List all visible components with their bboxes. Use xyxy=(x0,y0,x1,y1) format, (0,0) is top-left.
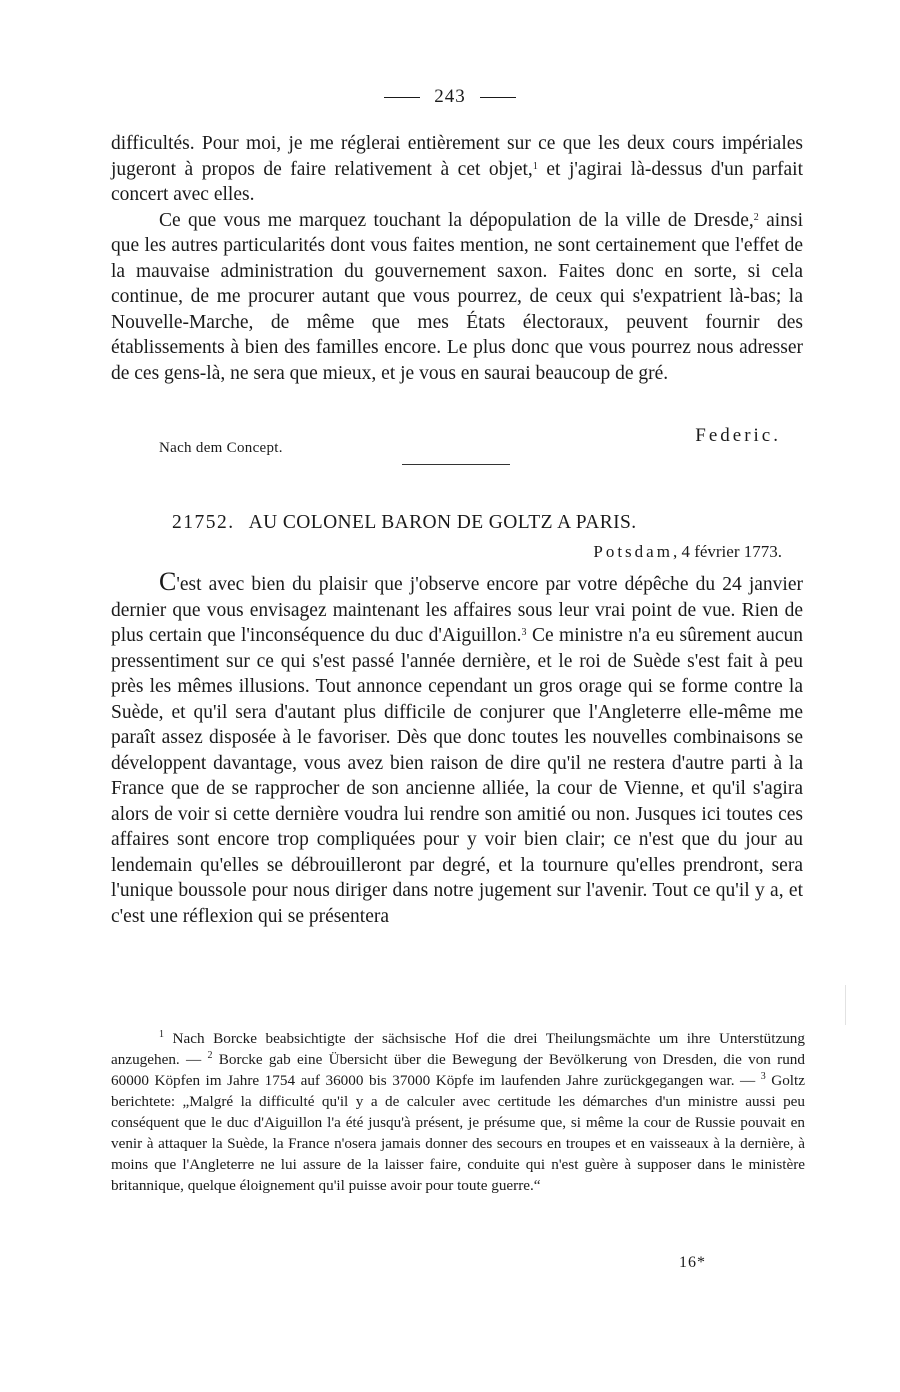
paragraph-1-text: difficultés. Pour moi, je me réglerai entièrement sur ce que les deux cours impériales jugeront à propos de faire relativement à cet objet, xyxy=(111,133,803,180)
printer-signature-mark: 16* xyxy=(679,1254,706,1271)
closing-row xyxy=(111,410,803,460)
footnote-3: Goltz berichtete: „Malgré la difficulté qu'il y a de calculer avec certitude les démarches d'un ministre aussi peu conséquent que le duc d'Aiguillon l'a été jusqu'à présent, je présume que, si même la cour de Russie pouvait en venir à attaquer la Suède, la France n'osera jamais donner des secours en troupes et en vaisseaux à la dernière, à moins que l'Angleterre ne lui assure de la laisser faire, conduite qui n'est guère à supposer dans le ministère britannique, quelque éloignement qu'il puisse avoir pour toute guerre.“ xyxy=(111,1072,805,1194)
paragraph-1-tail: et j'agirai là-dessus d'un parfait concert avec elles. xyxy=(111,158,804,205)
footnote-3-mark: 3 xyxy=(760,1071,766,1082)
footnote-1-mark: 1 xyxy=(159,1029,164,1040)
page-number: 243 xyxy=(434,86,466,107)
dateline-place: Potsdam xyxy=(593,542,673,561)
source-note: Nach dem Concept. xyxy=(159,440,283,456)
footnote-ref-3: 3 xyxy=(521,627,527,638)
footnotes xyxy=(111,1028,805,1196)
footnote-block xyxy=(111,1028,805,1196)
footnote-ref-1: 1 xyxy=(532,160,538,172)
letter-title: AU COLONEL BARON DE GOLTZ A PARIS. xyxy=(248,512,637,533)
dateline-date: , 4 février 1773. xyxy=(672,542,782,561)
letter-heading xyxy=(172,512,637,534)
header-dash-left xyxy=(384,97,420,98)
drop-cap: C xyxy=(159,567,177,596)
letter-body xyxy=(111,569,803,929)
header-dash-right xyxy=(480,97,516,98)
paragraph-2-text-a: Ce que vous me marquez touchant la dépopulation de la ville de Dresde, xyxy=(159,209,754,231)
paragraph-1 xyxy=(111,131,803,208)
letter-text-a: 'est avec bien du plaisir que j'observe encore par votre dépêche du 24 janvier dernier que vous envisagez maintenant les affaires sous leur vrai point de vue. Rien de plus certain que l'inconséquence du duc d'Aiguillon. xyxy=(111,574,803,646)
paragraph-2 xyxy=(111,208,803,387)
footnote-2-mark: 2 xyxy=(207,1050,213,1061)
letter-paragraph xyxy=(111,569,803,929)
footnote-ref-2: 2 xyxy=(753,211,759,223)
letter-continuation xyxy=(111,131,803,386)
letter-number: 21752. xyxy=(172,512,235,533)
letter-text-b: Ce ministre n'a eu sûrement aucun pressentiment sur ce qui s'est passé l'année dernière, et le roi de Suède s'est fait à peu près les mêmes illusions. Tout annonce cependant un gros orage qui se forme contre la Suède, et qu'il sera d'autant plus difficile de conjurer que l'Angleterre elle-même me paraît assez disposée à le favoriser. Dès que donc toutes les nouvelles combinaisons se développent davantage, vous avez bien raison de dire qu'il ne restera d'autre parti à la France que de se rapprocher de son ancienne alliée, la cour de Vienne, et qu'il s'agira alors de voir si cette dernière voudra lui rendre son amitié ou non. Jusques ici toutes ces affaires sont encore trop compliquées pour y voir bien clair; ce n'est que du jour au lendemain qu'elles se débrouilleront par degré, et la tournure qu'elles prendront, sera l'unique boussole pour nous diriger dans notre jugement sur l'avenir. Tout ce qu'il y a, et c'est une réflexion qui se présentera xyxy=(111,625,803,927)
signature: Federic. xyxy=(695,425,781,446)
section-divider xyxy=(402,464,510,465)
footnote-1: Nach Borcke beabsichtigte der sächsische Hof die drei Theilungsmächte um ihre Unterstützung anzugehen. — xyxy=(111,1030,805,1068)
paragraph-2-text-b: ainsi que les autres particularités dont vous faites mention, ne sont certainement que l'effet de la mauvaise administration du gouvernement saxon. Faites donc en sorte, si cela continue, de me procurer autant que vous pourrez, de ceux qui s'expatrient là-bas; la Nouvelle-Marche, de même que mes États électoraux, peuvent fournir des établissements à bien des familles encore. Le plus donc que vous pourrez nous adresser de ces gens-là, ne sera que mieux, et je vous en saurai beaucoup de gré. xyxy=(111,209,803,384)
footnote-2: Borcke gab eine Übersicht über die Bewegung der Bevölkerung von Dresden, die von rund 60000 Köpfen im Jahre 1754 auf 36000 bis 37000 Köpfe im laufenden Jahre zurückgegangen war. — xyxy=(111,1051,805,1089)
dateline xyxy=(593,542,782,562)
page-header xyxy=(0,86,900,108)
margin-mark xyxy=(845,985,846,1025)
